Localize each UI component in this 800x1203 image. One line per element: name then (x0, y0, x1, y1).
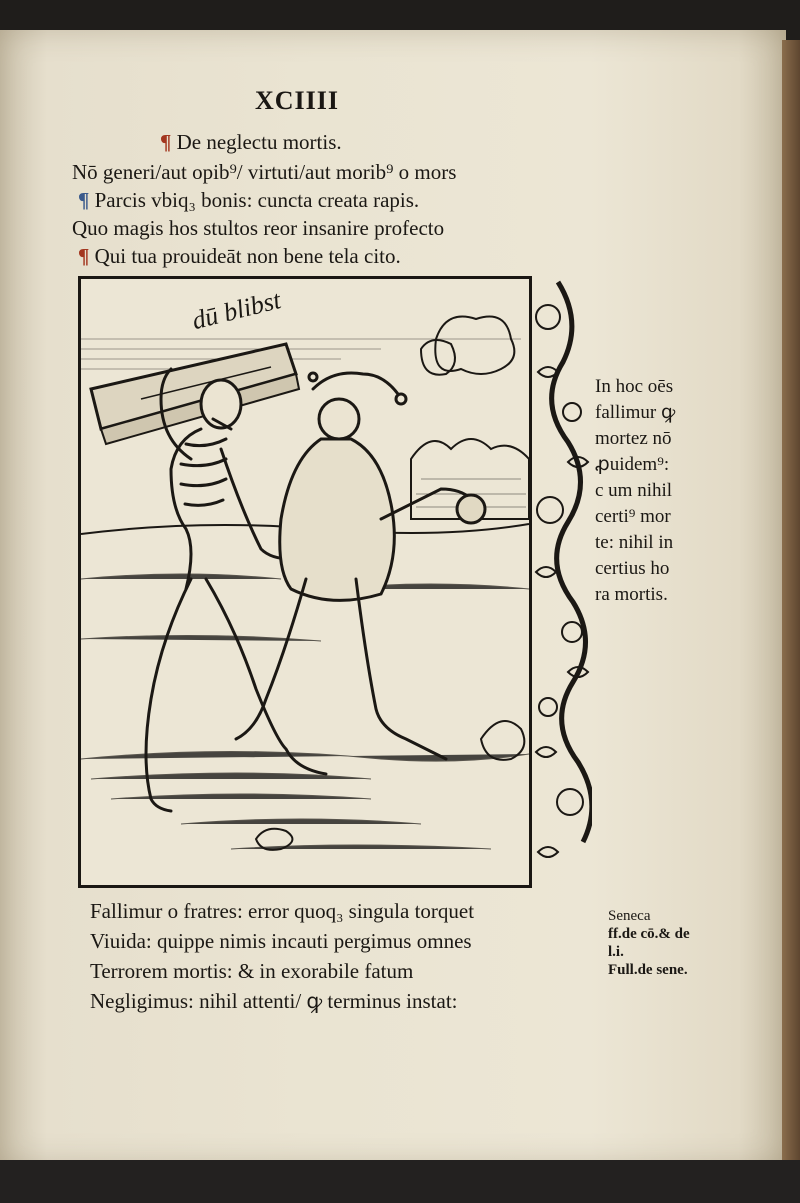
verse-line: Fallimur o fratres: error quoq₃ singula torquet (90, 899, 475, 923)
chapter-heading-line (160, 128, 342, 156)
verse-line: Terrorem mortis: & in exorabile fatum (90, 959, 414, 983)
marginal-reference (608, 907, 690, 979)
verse-line: ¶ Qui tua prouideāt non bene tela cito. (78, 244, 401, 268)
reference-line: Seneca (608, 908, 651, 924)
chapter-heading: De neglectu mortis. (176, 130, 342, 154)
pilcrow-mark-icon: ¶ (78, 188, 95, 212)
verse-line: Nō generi/aut opib⁹/ virtuti/aut morib⁹ o mors (72, 160, 457, 184)
verse-line: Quo magis hos stultos reor insanire profecto (72, 216, 445, 240)
book-edge (782, 40, 800, 1160)
skeleton-and-fool-woodcut-icon (81, 279, 529, 885)
gloss-line: In hoc oēs (595, 376, 674, 397)
verse-line: Viuida: quippe nimis incauti pergimus omnes (90, 929, 472, 953)
folio-number: XCIIII (255, 86, 340, 115)
gloss-line: certius ho (595, 558, 670, 579)
gloss-line: te: nihil in (595, 532, 674, 553)
gloss-line: c um nihil (595, 480, 673, 501)
pilcrow-mark-icon: ¶ (160, 130, 172, 154)
background-band (0, 1160, 800, 1203)
bottom-verse (90, 896, 474, 1016)
top-verse (72, 158, 456, 270)
gloss-line: mortez nō (595, 428, 672, 449)
gloss-line: ra mortis. (595, 584, 668, 605)
pilcrow-mark-icon: ¶ (78, 244, 95, 268)
marginal-gloss (595, 374, 675, 608)
gloss-line: certi⁹ mor (595, 506, 671, 527)
reference-line: l.i. (608, 944, 624, 960)
gloss-line: fallimur ꝙ (595, 402, 676, 423)
verse-line: ¶ Parcis vbiq₃ bonis: cuncta creata rapis. (78, 188, 420, 212)
reference-line: ff.de cō.& de (608, 926, 690, 942)
woodcut-caption: dū blibst (189, 285, 284, 336)
floral-vine-border-icon (528, 272, 592, 882)
reference-line: Full.de sene. (608, 962, 688, 978)
verse-line: Negligimus: nihil attenti/ ꝙ terminus instat: (90, 989, 458, 1013)
gloss-line: ꝓuidem⁹: (595, 454, 670, 475)
woodcut-illustration (78, 276, 532, 888)
